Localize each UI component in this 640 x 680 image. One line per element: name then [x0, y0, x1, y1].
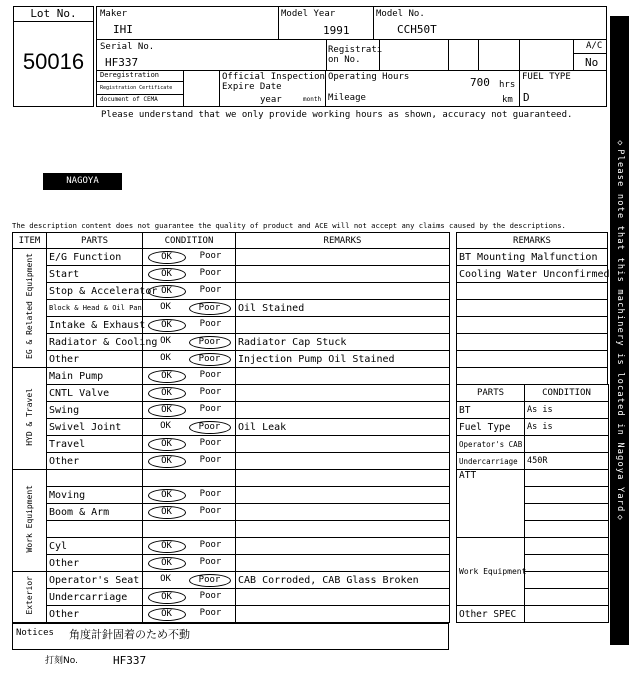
remark-row	[457, 334, 608, 351]
col-item: ITEM	[13, 233, 47, 249]
poor-mark: Poor	[199, 488, 222, 499]
condition-cell	[143, 266, 236, 283]
part-name	[47, 521, 143, 538]
part-name: E/G Function	[47, 249, 143, 266]
remark-cell	[236, 453, 450, 470]
condition-table	[12, 232, 450, 623]
remark-row	[457, 351, 608, 368]
km-unit: km	[502, 95, 513, 105]
table-row	[13, 555, 450, 572]
right-parts-header: PARTS	[457, 385, 525, 402]
model-no-label: Model No.	[376, 9, 425, 19]
remark-cell	[236, 589, 450, 606]
fuel-type-label: FUEL TYPE	[522, 72, 571, 82]
table-row	[13, 436, 450, 453]
poor-mark: Poor	[199, 539, 222, 550]
right-parts-table	[456, 384, 609, 623]
remark-cell: Oil Stained	[236, 300, 450, 317]
condition-cell	[143, 419, 236, 436]
part-name: Operator's Seat	[47, 572, 143, 589]
hours-value: 700	[470, 76, 490, 89]
notices-text: 角度計針固着のため不動	[69, 628, 190, 641]
cema-label: document of CEMA	[100, 96, 158, 103]
table-row	[13, 402, 450, 419]
group-label: Work Equipment	[13, 470, 47, 572]
remark-cell: Radiator Cap Stuck	[236, 334, 450, 351]
table-row	[13, 453, 450, 470]
ok-mark: OK	[148, 540, 186, 553]
part-name: Start	[47, 266, 143, 283]
ac-label: A/C	[586, 41, 603, 51]
remark-cell	[236, 606, 450, 623]
part-name: Other	[47, 351, 143, 368]
condition-cell	[143, 351, 236, 368]
poor-mark: Poor	[199, 437, 222, 448]
remark-cell	[236, 249, 450, 266]
col-remarks: REMARKS	[236, 233, 450, 249]
remark-cell	[236, 368, 450, 385]
poor-mark: Poor	[199, 284, 222, 295]
ok-mark: OK	[148, 404, 186, 417]
notices-box	[12, 623, 449, 650]
col-parts: PARTS	[47, 233, 143, 249]
condition-cell	[143, 606, 236, 623]
condition-cell	[143, 300, 236, 317]
location-badge: NAGOYA	[43, 173, 122, 190]
part-name: CNTL Valve	[47, 385, 143, 402]
ok-mark: OK	[148, 591, 186, 604]
part-name: Other	[47, 555, 143, 572]
table-row	[13, 249, 450, 266]
table-row	[13, 606, 450, 623]
year-word: year	[260, 95, 282, 105]
right-remarks-table	[456, 232, 608, 385]
spec-condition: As is	[525, 419, 609, 436]
spec-condition	[525, 504, 609, 521]
poor-mark: Poor	[189, 353, 231, 366]
part-name: Block & Head & Oil Pan	[47, 300, 143, 317]
remark-cell	[236, 436, 450, 453]
condition-cell	[143, 402, 236, 419]
other-spec-label: Other SPEC	[457, 606, 525, 623]
spec-condition: As is	[525, 402, 609, 419]
poor-mark: Poor	[189, 574, 231, 587]
poor-mark: Poor	[199, 267, 222, 278]
table-row	[13, 589, 450, 606]
remark-cell	[236, 504, 450, 521]
ok-mark: OK	[148, 557, 186, 570]
condition-cell	[143, 589, 236, 606]
group-label: Exterior	[13, 572, 47, 623]
remark-cell	[236, 487, 450, 504]
remark-cell	[236, 538, 450, 555]
poor-mark: Poor	[199, 386, 222, 397]
table-row	[13, 572, 450, 589]
part-name: Radiator & Cooling	[47, 334, 143, 351]
part-name	[47, 470, 143, 487]
ok-mark: OK	[160, 352, 171, 363]
part-name: Stop & Accelerator	[47, 283, 143, 300]
table-row	[13, 317, 450, 334]
description-disclaimer: The description content does not guarantee the quality of product and ACE will not accept any claims caused by the descriptions.	[12, 221, 566, 230]
side-banner	[610, 16, 629, 645]
part-name: Undercarriage	[47, 589, 143, 606]
remark-cell: Injection Pump Oil Stained	[236, 351, 450, 368]
condition-cell	[143, 283, 236, 300]
spec-condition: 450R	[525, 453, 609, 470]
table-row	[13, 266, 450, 283]
remark-cell: CAB Corroded, CAB Glass Broken	[236, 572, 450, 589]
spec-condition	[525, 436, 609, 453]
table-row	[13, 334, 450, 351]
lot-number: 50016	[22, 49, 85, 74]
remark-cell	[236, 283, 450, 300]
hours-unit: hrs	[499, 80, 516, 90]
poor-mark: Poor	[189, 302, 231, 315]
remark-cell	[236, 521, 450, 538]
hours-label: Operating Hours	[328, 72, 410, 82]
registration-label: Registrati on No.	[328, 45, 383, 65]
lot-box	[13, 6, 94, 107]
ok-mark: OK	[148, 455, 186, 468]
part-name: Swivel Joint	[47, 419, 143, 436]
spec-part: Operator's CAB	[457, 436, 525, 453]
notices-label: Notices	[16, 628, 54, 638]
condition-cell	[143, 504, 236, 521]
remark-row	[457, 283, 608, 300]
spec-condition	[525, 487, 609, 504]
ok-mark: OK	[148, 438, 186, 451]
condition-cell	[143, 470, 236, 487]
remark-cell: Oil Leak	[236, 419, 450, 436]
model-no-value: CCH50T	[397, 23, 437, 36]
remark-cell	[236, 317, 450, 334]
right-condition-header: CONDITION	[525, 385, 609, 402]
poor-mark: Poor	[199, 250, 222, 261]
remark-cell	[236, 402, 450, 419]
inspection-label: Official Inspection Expire Date	[222, 72, 325, 92]
condition-cell	[143, 385, 236, 402]
poor-mark: Poor	[199, 454, 222, 465]
spec-part: Fuel Type	[457, 419, 525, 436]
deregistration-label: Deregistration	[100, 71, 160, 79]
ok-mark: OK	[148, 370, 186, 383]
side-banner-text: ◇Please note that this machinery is located in Nagoya Yard◇	[615, 137, 625, 524]
table-row	[13, 538, 450, 555]
remark-row	[457, 368, 608, 385]
poor-mark: Poor	[189, 336, 231, 349]
part-name: Main Pump	[47, 368, 143, 385]
fuel-type-value: D	[523, 91, 530, 104]
condition-cell	[143, 249, 236, 266]
model-year-label: Model Year	[281, 9, 336, 19]
table-row	[13, 300, 450, 317]
condition-cell	[143, 572, 236, 589]
ok-mark: OK	[148, 251, 186, 264]
spec-condition	[525, 572, 609, 589]
spec-part: Undercarriage	[457, 453, 525, 470]
poor-mark: Poor	[199, 590, 222, 601]
part-name: Boom & Arm	[47, 504, 143, 521]
part-name: Other	[47, 606, 143, 623]
poor-mark: Poor	[199, 403, 222, 414]
condition-cell	[143, 487, 236, 504]
group-label: HYD & Travel	[13, 368, 47, 470]
ok-mark: OK	[148, 506, 186, 519]
ok-mark: OK	[148, 319, 186, 332]
mileage-label: Mileage	[328, 93, 366, 103]
ok-mark: OK	[160, 573, 171, 584]
remark-cell	[236, 385, 450, 402]
ok-mark: OK	[160, 420, 171, 431]
condition-cell	[143, 317, 236, 334]
condition-cell	[143, 334, 236, 351]
hours-disclaimer: Please understand that we only provide working hours as shown, accuracy not guaranteed.	[101, 110, 573, 120]
work-equipment-label: Work Equipment	[457, 538, 525, 606]
condition-cell	[143, 521, 236, 538]
spec-condition	[525, 589, 609, 606]
table-row	[13, 385, 450, 402]
engraving-label: 打刻No.	[45, 656, 78, 666]
engraving-value: HF337	[113, 654, 147, 667]
lot-label: Lot No.	[14, 7, 93, 22]
group-label: EG & Related Equipment	[13, 249, 47, 368]
ok-mark: OK	[148, 387, 186, 400]
col-condition: CONDITION	[143, 233, 236, 249]
remark-row: BT Mounting Malfunction	[457, 249, 608, 266]
spec-condition	[525, 538, 609, 555]
poor-mark: Poor	[199, 607, 222, 618]
table-row	[13, 351, 450, 368]
remark-row	[457, 300, 608, 317]
remark-cell	[236, 266, 450, 283]
remark-cell	[236, 555, 450, 572]
model-year-value: 1991	[323, 24, 350, 37]
condition-cell	[143, 453, 236, 470]
month-word: month	[303, 96, 322, 103]
header-grid	[96, 6, 607, 107]
ok-mark: OK	[148, 285, 186, 298]
att-label: ATT	[457, 470, 525, 538]
condition-cell	[143, 538, 236, 555]
remark-cell	[236, 470, 450, 487]
condition-cell	[143, 436, 236, 453]
part-name: Other	[47, 453, 143, 470]
table-row	[13, 419, 450, 436]
right-remarks-header: REMARKS	[457, 233, 608, 249]
ok-mark: OK	[148, 489, 186, 502]
ok-mark: OK	[160, 301, 171, 312]
table-row	[13, 368, 450, 385]
remark-row	[457, 317, 608, 334]
spec-condition	[525, 521, 609, 538]
poor-mark: Poor	[189, 421, 231, 434]
spec-condition	[525, 555, 609, 572]
condition-cell	[143, 368, 236, 385]
table-row	[13, 487, 450, 504]
maker-value: IHI	[113, 23, 133, 36]
table-row	[13, 470, 450, 487]
poor-mark: Poor	[199, 369, 222, 380]
ac-value: No	[585, 56, 599, 69]
part-name: Moving	[47, 487, 143, 504]
poor-mark: Poor	[199, 318, 222, 329]
serial-value: HF337	[105, 56, 139, 69]
part-name: Swing	[47, 402, 143, 419]
poor-mark: Poor	[199, 505, 222, 516]
serial-label: Serial No.	[100, 42, 155, 52]
part-name: Intake & Exhaust	[47, 317, 143, 334]
part-name: Cyl	[47, 538, 143, 555]
condition-cell	[143, 555, 236, 572]
remark-row: Cooling Water Unconfirmed	[457, 266, 608, 283]
maker-label: Maker	[100, 9, 128, 19]
spec-part: BT	[457, 402, 525, 419]
poor-mark: Poor	[199, 556, 222, 567]
table-row	[13, 521, 450, 538]
spec-condition	[525, 470, 609, 487]
registration-certificate-label: Registration Certificate	[100, 85, 173, 91]
ok-mark: OK	[148, 268, 186, 281]
ok-mark: OK	[160, 335, 171, 346]
table-row	[13, 283, 450, 300]
part-name: Travel	[47, 436, 143, 453]
table-row	[13, 504, 450, 521]
spec-condition	[525, 606, 609, 623]
ok-mark: OK	[148, 608, 186, 621]
